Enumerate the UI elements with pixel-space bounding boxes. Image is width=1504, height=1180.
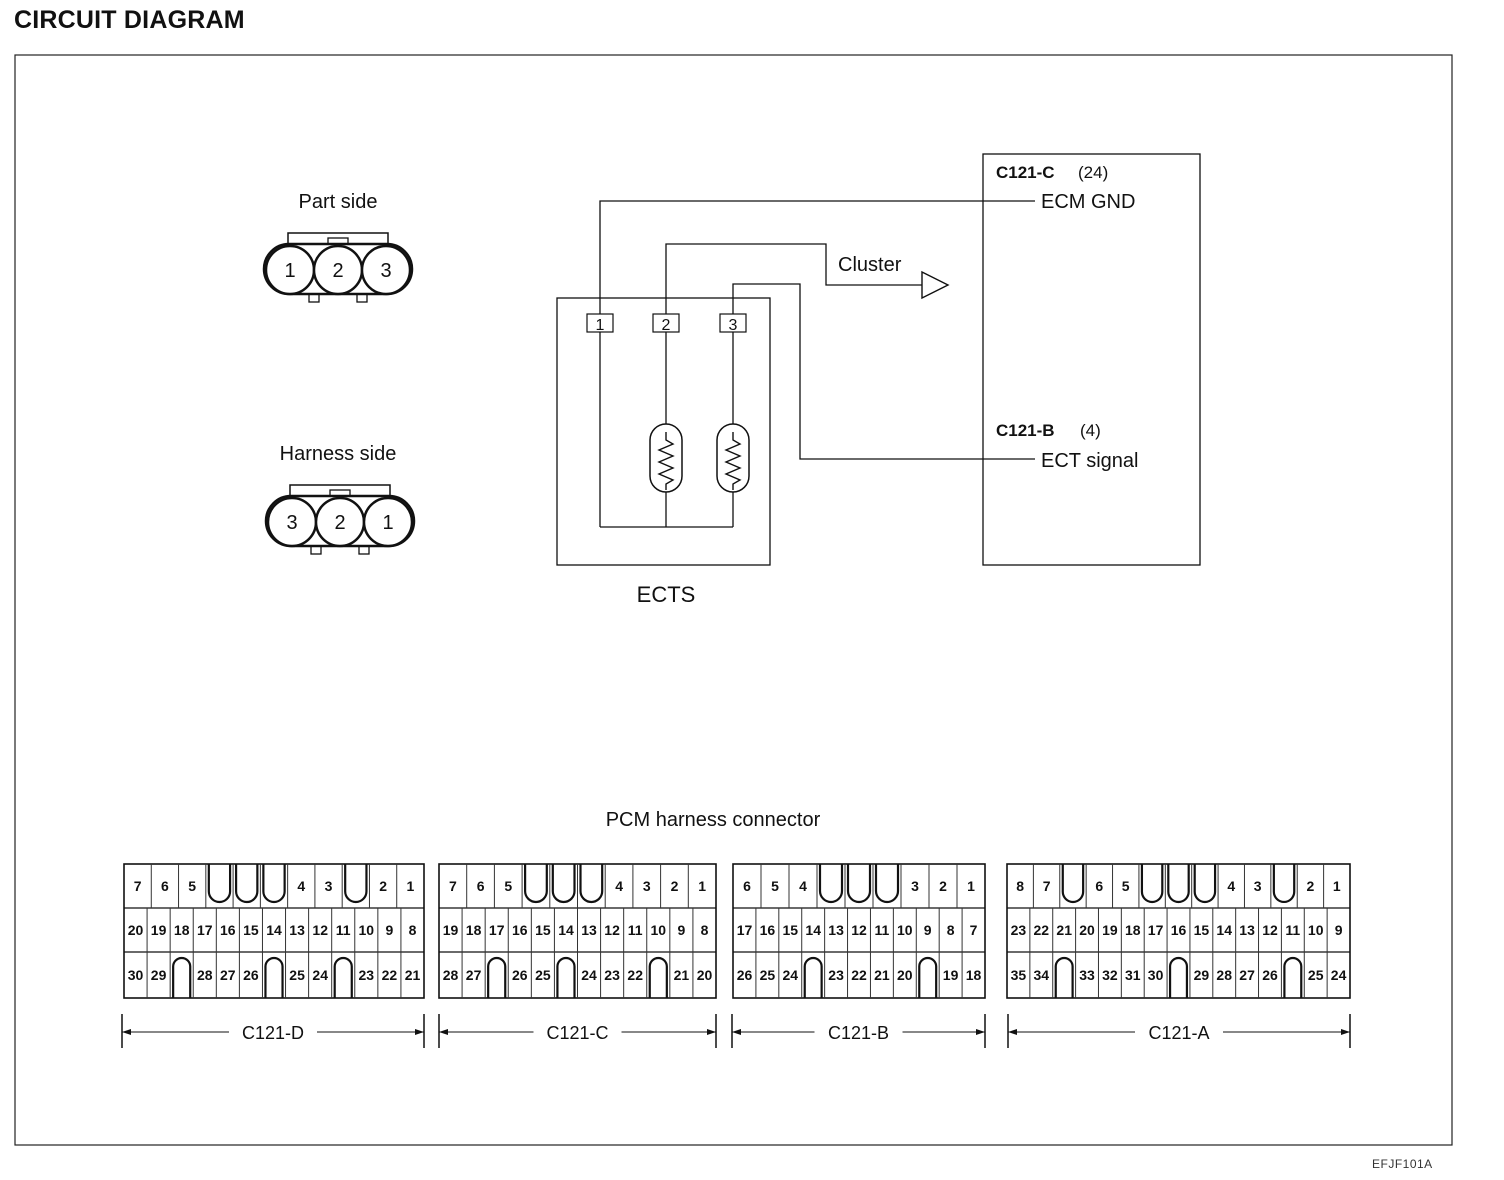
connector-name: C121-C [546, 1023, 609, 1043]
pin-number: 9 [1334, 922, 1343, 938]
pin-number: 23 [1010, 922, 1027, 938]
pin-number: 11 [874, 922, 890, 938]
pin-number: 28 [197, 967, 213, 983]
pin-number: 23 [828, 967, 844, 983]
ect-signal-label: ECT signal [1041, 450, 1139, 472]
pin-number: 7 [969, 922, 978, 938]
pin-number: 15 [243, 922, 259, 938]
pin-number: 9 [677, 922, 686, 938]
pin-number: 8 [700, 922, 709, 938]
part-side-label: Part side [298, 191, 378, 213]
pin-number: 26 [736, 967, 753, 983]
pin-number: 29 [1193, 967, 1210, 983]
pin-number: 10 [650, 922, 667, 938]
pin-number: 7 [449, 878, 457, 894]
pcm-connector-c121-a [1007, 864, 1350, 1048]
pin-number: 25 [289, 967, 305, 983]
pin-number: 2 [379, 878, 387, 894]
pin-number: 6 [743, 878, 751, 894]
signal-connector: C121-B [996, 421, 1055, 440]
pin-number: 13 [828, 922, 844, 938]
harness-pin: 1 [382, 512, 394, 534]
pin-number: 11 [335, 922, 351, 938]
pcm-title: PCM harness connector [605, 809, 821, 831]
pin-number: 28 [442, 967, 459, 983]
pin-number: 21 [673, 967, 690, 983]
pin-number: 4 [1227, 878, 1236, 894]
connector-name: C121-D [241, 1023, 305, 1043]
pin-number: 13 [1239, 922, 1255, 938]
pin-number: 21 [874, 967, 890, 983]
pin-number: 26 [512, 967, 528, 983]
pin-number: 2 [939, 878, 947, 894]
pin-number: 14 [1216, 922, 1232, 938]
pin-number: 4 [615, 878, 623, 894]
figure-code: EFJF101A [1372, 1157, 1433, 1171]
harness-pin: 3 [286, 512, 298, 534]
pin-number: 9 [923, 922, 932, 938]
pin-number: 11 [1285, 922, 1301, 938]
part-side-connector [264, 191, 412, 302]
pin-number: 2 [1306, 878, 1315, 894]
connector-dimension [732, 1014, 985, 1048]
harness-side-label: Harness side [279, 443, 397, 465]
pin-number: 27 [1239, 967, 1255, 983]
connector-dimension [1008, 1014, 1350, 1048]
gnd-pin: (24) [1078, 163, 1109, 182]
pin-number: 25 [1307, 967, 1324, 983]
pin-number: 17 [488, 922, 505, 938]
pin-number: 3 [642, 878, 651, 894]
pin-number: 16 [512, 922, 528, 938]
pin-number: 9 [385, 922, 394, 938]
cluster-arrow-icon [922, 272, 948, 298]
pin-number: 1 [698, 878, 706, 894]
pin-number: 22 [627, 967, 643, 983]
pin-number: 4 [297, 878, 306, 894]
pin-number: 15 [535, 922, 551, 938]
pin-number: 31 [1125, 967, 1141, 983]
pin-number: 34 [1033, 967, 1050, 983]
pin-number: 30 [1147, 967, 1164, 983]
pin-number: 13 [289, 922, 305, 938]
pin-number: 12 [604, 922, 620, 938]
pin-number: 1 [1332, 878, 1341, 894]
pin-number: 5 [771, 878, 779, 894]
pin-number: 14 [266, 922, 282, 938]
pin-number: 26 [1262, 967, 1278, 983]
pin-number: 20 [1079, 922, 1095, 938]
pin-number: 6 [476, 878, 485, 894]
pin-number: 18 [965, 967, 982, 983]
pin-number: 25 [535, 967, 551, 983]
pin-number: 10 [358, 922, 375, 938]
pcm-connector-c121-c [439, 864, 716, 1048]
pin-number: 3 [911, 878, 919, 894]
pin-number: 22 [1033, 922, 1050, 938]
pin-number: 7 [1042, 878, 1051, 894]
pin-number: 4 [799, 878, 807, 894]
harness-side-connector [266, 443, 414, 554]
pin-number: 12 [851, 922, 867, 938]
pin-number: 22 [851, 967, 867, 983]
pin-number: 3 [324, 878, 333, 894]
pin-number: 20 [696, 967, 713, 983]
connector-name: C121-B [827, 1023, 890, 1043]
pin-number: 20 [127, 922, 144, 938]
pin-number: 26 [243, 967, 259, 983]
part-pin: 2 [332, 260, 344, 282]
pin-number: 17 [1147, 922, 1164, 938]
pin-number: 28 [1216, 967, 1232, 983]
page-title: CIRCUIT DIAGRAM [14, 6, 245, 34]
pin-number: 12 [1262, 922, 1278, 938]
pin-number: 20 [897, 967, 913, 983]
pin-number: 6 [1095, 878, 1104, 894]
pin-number: 27 [220, 967, 236, 983]
pin-number: 1 [967, 878, 975, 894]
pin-number: 1 [406, 878, 415, 894]
ects-label: ECTS [636, 582, 696, 607]
pin-number: 18 [173, 922, 190, 938]
pin-number: 23 [358, 967, 375, 983]
pin-number: 7 [133, 878, 142, 894]
pin-number: 19 [150, 922, 167, 938]
pin-number: 5 [504, 878, 513, 894]
pin-number: 12 [312, 922, 328, 938]
pin-number: 24 [312, 967, 328, 983]
pin-number: 10 [1307, 922, 1324, 938]
pin-number: 18 [465, 922, 482, 938]
pin-number: 23 [604, 967, 620, 983]
pin-number: 16 [1170, 922, 1187, 938]
pin-number: 11 [627, 922, 643, 938]
signal-pin: (4) [1080, 421, 1101, 440]
ects-sensor [557, 298, 770, 607]
pin-number: 17 [736, 922, 753, 938]
pcm-harness-connector [122, 864, 1350, 1048]
pin-number: 14 [805, 922, 821, 938]
pin-number: 22 [381, 967, 398, 983]
part-pin: 3 [380, 260, 392, 282]
pin-number: 27 [465, 967, 482, 983]
pin-number: 6 [161, 878, 169, 894]
ects-terminal: 1 [595, 317, 605, 334]
pin-number: 32 [1102, 967, 1118, 983]
ecm-box [983, 154, 1200, 565]
part-pin: 1 [284, 260, 296, 282]
harness-pin: 2 [334, 512, 346, 534]
connector-dimension [439, 1014, 716, 1048]
pin-number: 29 [150, 967, 167, 983]
pin-number: 5 [188, 878, 197, 894]
pin-number: 15 [1193, 922, 1210, 938]
ecm-gnd-label: ECM GND [1041, 191, 1136, 213]
connector-name: C121-A [1148, 1023, 1210, 1043]
pin-number: 33 [1079, 967, 1095, 983]
pin-number: 24 [782, 967, 799, 983]
gnd-connector: C121-C [996, 163, 1055, 182]
pin-number: 5 [1121, 878, 1130, 894]
ects-terminal: 2 [661, 317, 671, 334]
pin-number: 24 [1330, 967, 1347, 983]
pin-number: 8 [408, 922, 417, 938]
pin-number: 16 [220, 922, 236, 938]
cluster-label: Cluster [838, 254, 902, 276]
pin-number: 15 [782, 922, 799, 938]
pin-number: 10 [897, 922, 913, 938]
pin-number: 14 [558, 922, 574, 938]
pin-number: 18 [1125, 922, 1141, 938]
pin-number: 35 [1010, 967, 1027, 983]
pin-number: 8 [946, 922, 955, 938]
pin-number: 3 [1253, 878, 1262, 894]
pin-number: 24 [581, 967, 597, 983]
pcm-connector-c121-b [732, 864, 985, 1048]
pin-number: 17 [197, 922, 213, 938]
pin-number: 19 [942, 967, 959, 983]
pin-number: 21 [1056, 922, 1072, 938]
pin-number: 8 [1016, 878, 1025, 894]
connector-dimension [122, 1014, 424, 1048]
pin-number: 19 [442, 922, 459, 938]
pcm-connector-c121-d [122, 864, 424, 1048]
pin-number: 19 [1102, 922, 1118, 938]
pin-number: 16 [759, 922, 776, 938]
pin-number: 13 [581, 922, 597, 938]
ects-terminal: 3 [728, 317, 738, 334]
pin-number: 21 [404, 967, 421, 983]
pin-number: 2 [670, 878, 679, 894]
pin-number: 30 [127, 967, 144, 983]
pin-number: 25 [759, 967, 776, 983]
